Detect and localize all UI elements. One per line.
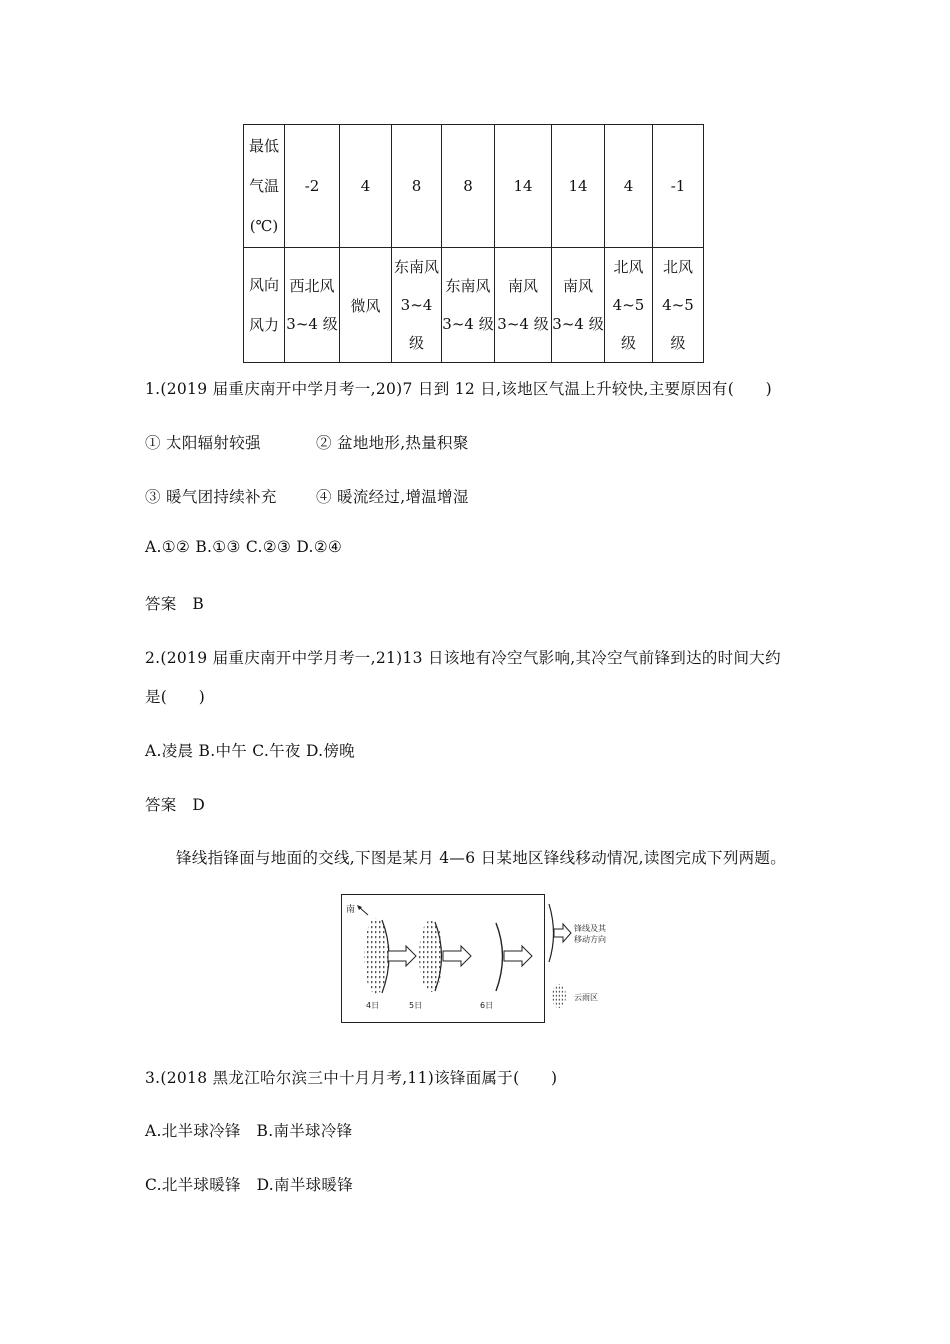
- temp-cell: 8: [392, 125, 442, 248]
- temp-cell: 4: [340, 125, 392, 248]
- q2-choices: A.凌晨 B.中午 C.午夜 D.傍晚: [145, 742, 355, 760]
- q1-option-1: ① 太阳辐射较强: [145, 434, 261, 452]
- intro-paragraph: 锋线指锋面与地面的交线,下图是某月 4—6 日某地区锋线移动情况,读图完成下列两题。: [176, 849, 787, 867]
- wind-header: 风向 风力: [244, 248, 285, 363]
- cloud-rain-area-day5: [419, 920, 443, 992]
- wind-cell: 微风: [340, 248, 392, 363]
- move-arrow-day4: [388, 946, 416, 966]
- front-movement-figure: [341, 894, 545, 1023]
- legend-drawing: [546, 894, 626, 1021]
- question-1-stem: 1.(2019 届重庆南开中学月考一,20)7 日到 12 日,该地区气温上升较快,主要原因有( ): [145, 380, 773, 398]
- legend-front-line-icon: [549, 904, 554, 962]
- legend-cloud-label: 云雨区: [574, 993, 598, 1002]
- wind-cell: 南风 3~4 级: [552, 248, 605, 363]
- wind-row: [244, 248, 704, 363]
- question-3-stem: 3.(2018 黑龙江哈尔滨三中十月月考,11)该锋面属于( ): [145, 1069, 558, 1087]
- temp-cell: -1: [653, 125, 704, 248]
- wind-cell: 东南风 3~4 级: [392, 248, 442, 363]
- day-label: 4日: [366, 1001, 380, 1010]
- temp-cell: 14: [552, 125, 605, 248]
- day-label: 6日: [480, 1001, 494, 1010]
- min-temp-row: [244, 125, 704, 248]
- figure-drawing: [342, 895, 544, 1022]
- weather-table: [243, 124, 704, 363]
- q1-option-2: ② 盆地地形,热量积聚: [316, 434, 469, 452]
- question-2-stem-line1: 2.(2019 届重庆南开中学月考一,21)13 日该地有冷空气影响,其冷空气前锋到达的时间大约: [145, 649, 781, 667]
- temp-cell: 8: [442, 125, 495, 248]
- cloud-rain-area-day4: [364, 918, 388, 994]
- legend-front-label: 移动方向: [574, 935, 606, 944]
- figure-legend: [546, 894, 626, 1021]
- direction-label: 南: [346, 905, 356, 915]
- legend-front-label: 锋线及其: [574, 924, 606, 933]
- q1-option-3: ③ 暖气团持续补充: [145, 488, 277, 506]
- temp-cell: 14: [495, 125, 552, 248]
- front-line-day6: [496, 923, 503, 991]
- question-2-stem-line2: 是( ): [145, 688, 206, 706]
- day-label: 5日: [409, 1001, 423, 1010]
- move-arrow-day5: [443, 946, 471, 966]
- q2-answer: 答案 D: [145, 796, 206, 814]
- wind-cell: 北风 4~5 级: [653, 248, 704, 363]
- wind-cell: 西北风 3~4 级: [285, 248, 340, 363]
- wind-cell: 东南风 3~4 级: [442, 248, 495, 363]
- q1-option-4: ④ 暖流经过,增温增湿: [316, 488, 469, 506]
- wind-cell: 北风 4~5 级: [605, 248, 653, 363]
- q1-answer: 答案 B: [145, 595, 205, 613]
- q3-choices-line1: A.北半球冷锋 B.南半球冷锋: [145, 1122, 353, 1140]
- q3-choices-line2: C.北半球暖锋 D.南半球暖锋: [145, 1176, 354, 1194]
- temp-cell: 4: [605, 125, 653, 248]
- legend-cloud-icon: [552, 984, 566, 1008]
- wind-cell: 南风 3~4 级: [495, 248, 552, 363]
- move-arrow-day6: [504, 946, 532, 966]
- q1-choices: A.①② B.①③ C.②③ D.②④: [145, 538, 343, 556]
- temp-cell: -2: [285, 125, 340, 248]
- legend-arrow-icon: [554, 924, 571, 942]
- min-temp-header: 最低 气温 (℃): [244, 125, 285, 248]
